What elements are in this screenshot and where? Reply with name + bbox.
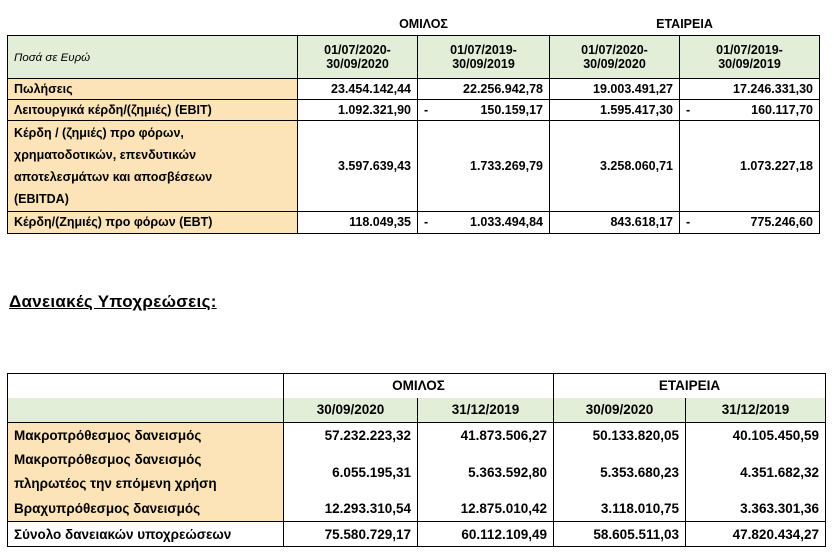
value-cell: 41.873.506,27: [418, 423, 554, 448]
value-cell: 1.733.269,79: [418, 120, 550, 211]
total-value: 47.820.434,27: [686, 522, 826, 547]
value-cell: 5.353.680,23: [554, 448, 686, 497]
group-header-row: [8, 13, 820, 35]
minus-sign: -: [686, 215, 691, 229]
value-cell: 1.595.417,30: [550, 99, 680, 120]
date-header-row: [8, 398, 826, 423]
period-header-row: [8, 35, 820, 78]
row-label: Κέρδη / (ζημιές) προ φόρων, χρηματοδοτικών, επενδυτικών αποτελεσμάτων και αποσβέσεων (EBITDA): [8, 120, 298, 211]
total-value: 75.580.729,17: [284, 522, 418, 547]
value-cell: 3.363.301,36: [686, 497, 826, 522]
row-label: Λειτουργικά κέρδη/(ζημιές) (EBIT): [8, 99, 298, 120]
value-cell: 843.618,17: [550, 211, 680, 233]
total-value: 60.112.109,49: [418, 522, 554, 547]
value-cell: - 150.159,17: [418, 99, 550, 120]
date-header: 31/12/2019: [418, 398, 554, 423]
value-cell: - 160.117,70: [680, 99, 820, 120]
value-cell: 4.351.682,32: [686, 448, 826, 497]
minus-sign: -: [424, 215, 429, 229]
table-row: [8, 78, 820, 99]
total-value: 58.605.511,03: [554, 522, 686, 547]
total-row: [8, 522, 826, 547]
value-cell: 3.118.010,75: [554, 497, 686, 522]
borrowings-table: [7, 373, 826, 547]
value-cell: 17.246.331,30: [680, 78, 820, 99]
row-label: Βραχυπρόθεσμος δανεισμός: [8, 497, 284, 522]
value-cell: 1.092.321,90: [298, 99, 418, 120]
group-header-row: [8, 374, 826, 398]
minus-sign: -: [424, 102, 429, 117]
value-cell: 57.232.223,32: [284, 423, 418, 448]
group-header-company: ΕΤΑΙΡΕΙΑ: [554, 374, 826, 398]
value-cell: - 775.246,60: [680, 211, 820, 233]
value-cell: 50.133.820,05: [554, 423, 686, 448]
value-cell: 3.597.639,43: [298, 120, 418, 211]
value-cell: 23.454.142,44: [298, 78, 418, 99]
value-cell: 118.049,35: [298, 211, 418, 233]
value-cell: 22.256.942,78: [418, 78, 550, 99]
value-cell: 1.073.227,18: [680, 120, 820, 211]
table-row: [8, 99, 820, 120]
period-header: 01/07/2019- 30/09/2019: [418, 35, 550, 78]
section-heading: Δανειακές Υποχρεώσεις:: [9, 292, 217, 311]
value-cell: 40.105.450,59: [686, 423, 826, 448]
period-header: 01/07/2020- 30/09/2020: [550, 35, 680, 78]
row-label: Μακροπρόθεσμος δανεισμός: [8, 423, 284, 448]
value-cell: 3.258.060,71: [550, 120, 680, 211]
value-cell: 5.363.592,80: [418, 448, 554, 497]
row-label: Κέρδη/(Ζημιές) προ φόρων (EBT): [8, 211, 298, 233]
row-label: Πωλήσεις: [8, 78, 298, 99]
table-row: [8, 448, 826, 497]
date-header: 30/09/2020: [554, 398, 686, 423]
period-header: 01/07/2019- 30/09/2019: [680, 35, 820, 78]
group-header-group: ΟΜΙΛΟΣ: [284, 374, 554, 398]
table-row: [8, 120, 820, 211]
minus-sign: -: [686, 102, 691, 117]
value-cell: 12.293.310,54: [284, 497, 418, 522]
table-row: [8, 211, 820, 233]
period-header: 01/07/2020- 30/09/2020: [298, 35, 418, 78]
value-cell: 12.875.010,42: [418, 497, 554, 522]
row-label: Μακροπρόθεσμος δανεισμός πληρωτέος την επόμενη χρήση: [8, 448, 284, 497]
results-table: [7, 13, 820, 234]
value-cell: - 1.033.494,84: [418, 211, 550, 233]
table-row: [8, 423, 826, 448]
value-cell: 19.003.491,27: [550, 78, 680, 99]
date-header: 30/09/2020: [284, 398, 418, 423]
table-row: [8, 497, 826, 522]
unit-label: Ποσά σε Ευρώ: [8, 35, 298, 78]
group-header-group: ΟΜΙΛΟΣ: [399, 16, 448, 31]
date-header: 31/12/2019: [686, 398, 826, 423]
group-header-company: ΕΤΑΙΡΕΙΑ: [656, 16, 713, 31]
value-cell: 6.055.195,31: [284, 448, 418, 497]
total-label: Σύνολο δανειακών υποχρεώσεων: [8, 522, 284, 547]
